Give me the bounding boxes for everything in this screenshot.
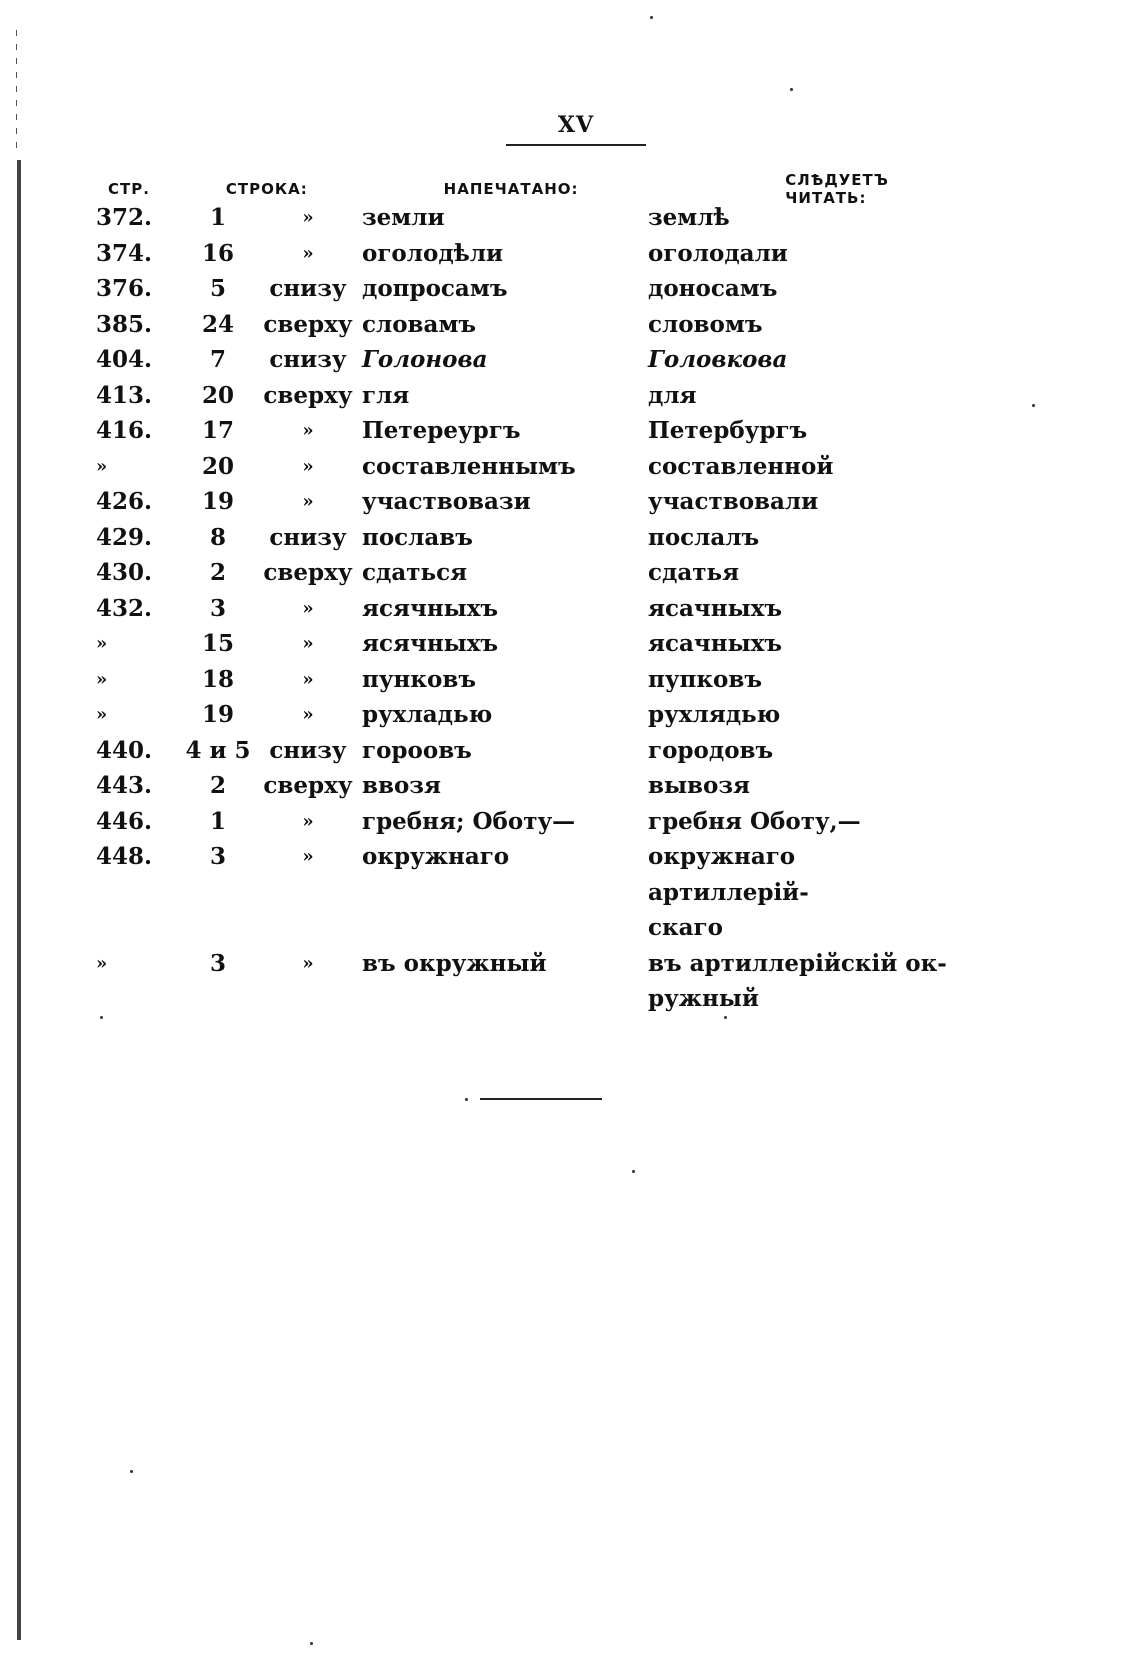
scan-speck xyxy=(465,1098,468,1101)
printed-cell: ясячныхъ xyxy=(362,594,499,622)
should-read-cell: ясачныхъ xyxy=(648,630,782,657)
errata-row xyxy=(96,555,976,591)
errata-row xyxy=(96,484,976,520)
page-cell: 446. xyxy=(96,807,153,835)
line-position-cell: » xyxy=(302,846,314,867)
printed-cell: словамъ xyxy=(362,310,477,338)
scan-speck xyxy=(632,1170,635,1173)
line-number-cell: 15 xyxy=(201,630,234,657)
line-number-cell: 16 xyxy=(201,239,234,267)
should-read-cell: для xyxy=(648,381,697,409)
line-position-cell: » xyxy=(302,704,314,725)
page-cell: 440. xyxy=(96,736,153,764)
errata-row xyxy=(96,413,976,449)
line-position-cell: сверху xyxy=(263,310,353,338)
page-cell: » xyxy=(96,668,108,690)
scan-speck xyxy=(310,1642,313,1645)
errata-row xyxy=(96,804,976,840)
errata-row xyxy=(96,236,976,272)
line-position-cell: » xyxy=(302,810,314,832)
page-cell: 416. xyxy=(96,417,153,444)
should-read-cell: рухлядью xyxy=(648,701,781,728)
line-position-cell: » xyxy=(302,952,314,974)
scan-speck xyxy=(650,16,653,19)
line-position-cell: » xyxy=(302,597,314,619)
errata-row xyxy=(96,662,976,698)
page-cell: 413. xyxy=(96,381,153,409)
line-number-cell: 7 xyxy=(209,346,226,373)
line-position-cell: сверху xyxy=(263,559,353,586)
printed-cell: ввозя xyxy=(362,772,441,799)
errata-rows xyxy=(96,200,976,1017)
line-position-cell: снизу xyxy=(269,523,347,551)
binding-edge xyxy=(17,160,21,1640)
scan-speck xyxy=(790,88,793,91)
should-read-cell: Головкова xyxy=(648,346,788,373)
line-number-cell: 20 xyxy=(201,381,234,409)
line-position-cell: » xyxy=(302,633,314,654)
should-read-cell: ясачныхъ xyxy=(648,594,782,622)
page-cell: 385. xyxy=(96,310,153,338)
line-number-cell: 3 xyxy=(209,949,226,977)
printed-cell: Голонова xyxy=(362,346,488,373)
page-cell: » xyxy=(96,455,108,477)
scan-speck xyxy=(724,1016,727,1019)
page-cell: » xyxy=(96,952,108,974)
printed-cell: участвовази xyxy=(362,488,531,515)
should-read-cell: гребня Оботу,— xyxy=(648,807,861,835)
printed-cell: гребня; Оботу— xyxy=(362,807,576,835)
page-cell: 426. xyxy=(96,488,153,515)
errata-row xyxy=(96,697,976,733)
line-position-cell: сверху xyxy=(263,772,353,799)
page-cell: » xyxy=(96,704,108,725)
printed-cell: окружнаго xyxy=(362,843,510,870)
printed-cell: въ окружный xyxy=(362,949,547,977)
errata-row xyxy=(96,307,976,343)
printed-cell: земли xyxy=(362,204,445,231)
errata-row xyxy=(96,768,976,804)
page-cell: 448. xyxy=(96,843,153,870)
should-read-cell: вывозя xyxy=(648,772,751,799)
line-position-cell: » xyxy=(302,242,314,264)
column-header-should-read: СЛѢДУЕТЪ ЧИТАТЬ: xyxy=(785,171,889,207)
printed-cell: оголодѣли xyxy=(362,239,504,267)
should-read-cell: городовъ xyxy=(648,736,774,764)
line-number-cell: 1 xyxy=(209,807,226,835)
line-number-cell: 17 xyxy=(201,417,234,444)
line-number-cell: 2 xyxy=(209,772,226,799)
closing-rule xyxy=(480,1098,602,1100)
page-cell: 430. xyxy=(96,559,153,586)
line-number-cell: 5 xyxy=(209,275,226,302)
line-number-cell: 3 xyxy=(209,843,226,870)
should-read-cell: сдатья xyxy=(648,559,740,586)
errata-table xyxy=(96,171,976,1017)
should-read-cell: послалъ xyxy=(648,523,760,551)
line-position-cell: » xyxy=(302,668,314,690)
page-cell: 443. xyxy=(96,772,153,799)
line-number-cell: 8 xyxy=(209,523,226,551)
printed-cell: пославъ xyxy=(362,523,473,551)
line-position-cell: сверху xyxy=(263,381,353,409)
line-number-cell: 24 xyxy=(201,310,234,338)
errata-row xyxy=(96,342,976,378)
should-read-cell: Петербургъ xyxy=(648,417,808,444)
line-position-cell: » xyxy=(302,455,314,477)
line-number-cell: 19 xyxy=(201,488,234,515)
line-number-cell: 3 xyxy=(209,594,226,622)
line-position-cell: снизу xyxy=(269,275,347,302)
column-header-page: СТР. xyxy=(108,180,150,198)
column-header-line: СТРОКА: xyxy=(225,180,308,198)
printed-cell: гля xyxy=(362,381,410,409)
page-header xyxy=(0,112,1140,146)
scan-speck xyxy=(1032,404,1035,407)
errata-row xyxy=(96,271,976,307)
line-position-cell: » xyxy=(302,491,314,512)
errata-row xyxy=(96,449,976,485)
page-cell: 376. xyxy=(96,275,153,302)
page-cell: 432. xyxy=(96,594,153,622)
printed-cell: допросамъ xyxy=(362,275,508,302)
line-position-cell: снизу xyxy=(269,736,347,764)
should-read-cell: оголодали xyxy=(648,239,788,267)
should-read-cell: землѣ xyxy=(648,204,730,231)
page-number: XV xyxy=(506,112,646,146)
line-position-cell: снизу xyxy=(269,346,347,373)
page-cell: 404. xyxy=(96,346,153,373)
should-read-cell: въ артиллерійскій ок- ружный xyxy=(648,949,947,1012)
should-read-cell: составленной xyxy=(648,452,834,480)
page-cell: 372. xyxy=(96,204,153,231)
line-number-cell: 18 xyxy=(201,665,234,693)
should-read-cell: окружнаго артиллерій- скаго xyxy=(648,843,809,941)
page-cell: 374. xyxy=(96,239,153,267)
column-header-printed: НАПЕЧАТАНО: xyxy=(443,180,579,198)
should-read-cell: доносамъ xyxy=(648,275,778,302)
scan-speck xyxy=(130,1470,133,1473)
page-cell: 429. xyxy=(96,523,153,551)
should-read-cell: участвовали xyxy=(648,488,819,515)
line-position-cell: » xyxy=(302,420,314,441)
printed-cell: рухладью xyxy=(362,701,493,728)
errata-row xyxy=(96,591,976,627)
errata-row xyxy=(96,733,976,769)
should-read-cell: пупковъ xyxy=(648,665,762,693)
errata-row xyxy=(96,200,976,236)
line-number-cell: 19 xyxy=(201,701,234,728)
should-read-cell: словомъ xyxy=(648,310,763,338)
line-number-cell: 1 xyxy=(209,204,226,231)
errata-row xyxy=(96,839,976,946)
errata-row xyxy=(96,378,976,414)
printed-cell: гороовъ xyxy=(362,736,472,764)
printed-cell: сдаться xyxy=(362,559,468,586)
errata-row xyxy=(96,626,976,662)
printed-cell: ясячныхъ xyxy=(362,630,499,657)
printed-cell: пунковъ xyxy=(362,665,476,693)
printed-cell: Петереургъ xyxy=(362,417,521,444)
line-number-cell: 2 xyxy=(209,559,226,586)
line-number-cell: 20 xyxy=(201,452,234,480)
errata-header-row xyxy=(96,171,976,207)
page-cell: » xyxy=(96,633,108,654)
line-number-cell: 4 и 5 xyxy=(185,736,251,764)
printed-cell: составленнымъ xyxy=(362,452,576,480)
line-position-cell: » xyxy=(302,207,314,228)
scan-speck xyxy=(100,1016,103,1019)
errata-row xyxy=(96,520,976,556)
errata-row xyxy=(96,946,976,1017)
